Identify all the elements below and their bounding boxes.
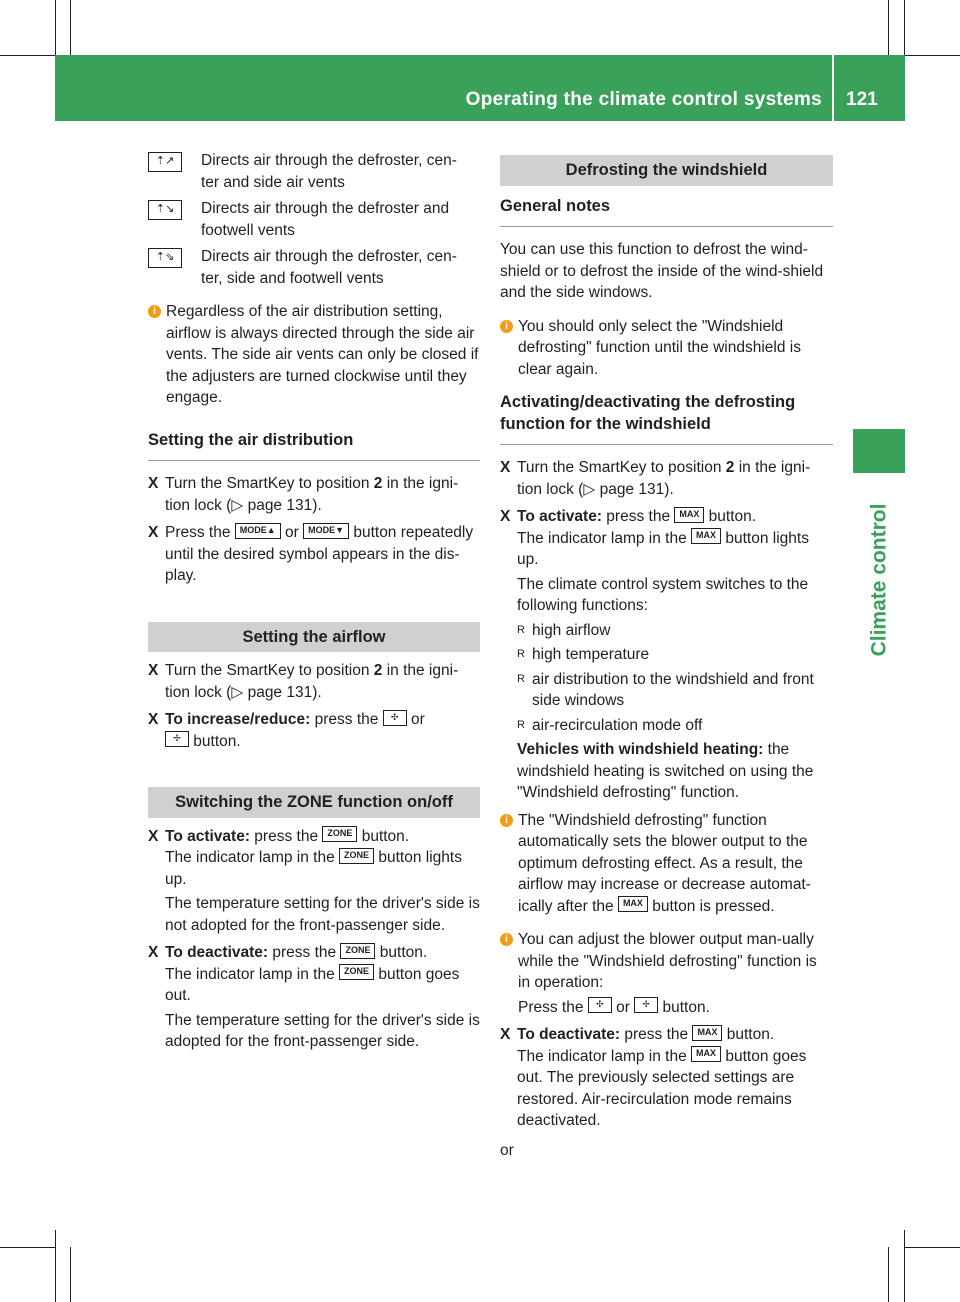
crop-mark bbox=[55, 0, 56, 55]
step-text: The climate control system switches to the following functions: bbox=[517, 575, 809, 614]
step-text: The temperature setting for the driver's side is not adopted for the front-passenger side. bbox=[165, 895, 480, 934]
paragraph: You can use this function to defrost the wind-shield or to defrost the inside of the wind-shield and the side windows. bbox=[500, 241, 824, 301]
step-text: Turn the SmartKey to position bbox=[165, 475, 374, 492]
page-ref-icon: ▷ bbox=[231, 496, 244, 514]
step-text: press the bbox=[250, 827, 323, 845]
step-marker-icon: X bbox=[500, 1026, 511, 1043]
info-note bbox=[148, 301, 480, 409]
info-text: or bbox=[611, 998, 635, 1016]
info-text: Regardless of the air distribution setting, airflow is always directed through the side air vents. The side air vents can only be closed if the adjusters are turned clockwise until they engage. bbox=[166, 303, 479, 406]
crop-mark bbox=[905, 1247, 960, 1248]
bullet-icon: R bbox=[517, 623, 525, 636]
step-label: Vehicles with windshield heating: bbox=[517, 741, 764, 758]
crop-mark bbox=[904, 1230, 905, 1302]
step-text: button repeatedly until the desired symbol appears in the dis-play. bbox=[165, 524, 474, 584]
step-text: The indicator lamp in the bbox=[165, 965, 340, 983]
zone-button-icon: ZONE bbox=[339, 964, 374, 980]
info-note bbox=[500, 316, 833, 381]
section-airflow: Setting the airflow bbox=[148, 622, 480, 653]
instruction-step bbox=[148, 473, 480, 516]
step-marker-icon: X bbox=[500, 508, 511, 525]
list-item bbox=[517, 715, 833, 737]
step-text: in the igni-tion lock ( bbox=[517, 459, 811, 498]
mode-down-button-icon: MODE▼ bbox=[303, 523, 349, 539]
instruction-step bbox=[148, 660, 480, 703]
heading-general-notes: General notes bbox=[500, 196, 833, 228]
fan-increase-icon: ✣ bbox=[588, 997, 612, 1013]
crop-mark bbox=[0, 55, 55, 56]
crop-mark bbox=[55, 1230, 56, 1302]
step-text: Turn the SmartKey to position bbox=[165, 662, 374, 679]
bullet-icon: R bbox=[517, 672, 525, 685]
step-text: in the igni-tion lock ( bbox=[165, 662, 459, 701]
fan-decrease-icon: ✢ bbox=[634, 997, 658, 1013]
step-text: press the bbox=[310, 711, 383, 728]
step-text: button. bbox=[357, 827, 410, 845]
list-item bbox=[517, 620, 833, 642]
info-icon: i bbox=[148, 305, 161, 318]
page-link[interactable]: page 131). bbox=[243, 683, 322, 701]
crop-mark bbox=[888, 0, 889, 55]
page-ref-icon: ▷ bbox=[231, 683, 244, 701]
info-text: You can adjust the blower output man-ually while the "Windshield defrosting" function is in operation: bbox=[518, 931, 817, 991]
info-text: button. bbox=[658, 998, 710, 1016]
fan-increase-icon: ✣ bbox=[383, 710, 407, 726]
symbol-row bbox=[148, 198, 480, 241]
step-text: in the igni-tion lock ( bbox=[165, 475, 459, 514]
right-column bbox=[500, 155, 833, 1161]
fan-decrease-icon: ✢ bbox=[165, 731, 189, 747]
section-zone: Switching the ZONE function on/off bbox=[148, 787, 480, 818]
step-text: The temperature setting for the driver's side is adopted for the front-passenger side. bbox=[165, 1011, 480, 1050]
symbol-description: Directs air through the defroster, cen- ter and side air vents bbox=[201, 152, 457, 191]
step-text: The indicator lamp in the bbox=[517, 1047, 692, 1065]
page-link[interactable]: page 131). bbox=[595, 480, 674, 498]
step-text: 2 bbox=[725, 459, 735, 476]
page-title: Operating the climate control systems bbox=[465, 89, 822, 110]
crop-mark bbox=[0, 1247, 55, 1248]
defrost-max-button-icon: MAX bbox=[691, 1046, 721, 1062]
list-item bbox=[517, 644, 833, 666]
step-text: press the bbox=[268, 944, 341, 961]
step-text: 2 bbox=[373, 475, 383, 492]
step-label: To increase/reduce: bbox=[165, 711, 311, 728]
defrost-max-button-icon: MAX bbox=[691, 528, 721, 544]
bullet-icon: R bbox=[517, 718, 525, 731]
step-text: Turn the SmartKey to position bbox=[517, 459, 726, 476]
heading-air-distribution: Setting the air distribution bbox=[148, 430, 480, 462]
step-text: or bbox=[280, 524, 304, 541]
instruction-step bbox=[148, 709, 480, 752]
section-defrost: Defrosting the windshield bbox=[500, 155, 833, 186]
info-text: The "Windshield defrosting" function automatically sets the blower output to the optimum defrosting effect. As a result, the airflow may increase or decrease automat-ically after the bbox=[518, 811, 811, 915]
list-item-text: air-recirculation mode off bbox=[532, 716, 703, 734]
step-text: The indicator lamp in the bbox=[165, 849, 340, 866]
info-icon: i bbox=[500, 320, 513, 333]
step-text: press the bbox=[602, 508, 675, 525]
crop-mark bbox=[70, 1247, 71, 1302]
step-marker-icon: X bbox=[148, 475, 159, 492]
page-header bbox=[55, 55, 905, 121]
list-item bbox=[517, 669, 833, 712]
list-item-text: high airflow bbox=[532, 621, 611, 639]
step-label: To activate: bbox=[165, 827, 250, 845]
info-text: button is pressed. bbox=[647, 897, 775, 915]
step-text: button. bbox=[704, 508, 757, 525]
step-marker-icon: X bbox=[500, 459, 511, 476]
step-marker-icon: X bbox=[148, 711, 159, 728]
info-note bbox=[500, 810, 833, 918]
list-item-text: high temperature bbox=[532, 646, 650, 663]
info-icon: i bbox=[500, 814, 513, 827]
step-text: press the bbox=[620, 1026, 693, 1043]
symbol-row bbox=[148, 246, 480, 289]
step-text: button. bbox=[189, 732, 241, 750]
side-tab-label: Climate control bbox=[867, 503, 891, 657]
zone-button-icon: ZONE bbox=[339, 848, 374, 864]
step-marker-icon: X bbox=[148, 524, 159, 541]
symbol-description: Directs air through the defroster and footwell vents bbox=[201, 200, 450, 239]
left-column bbox=[148, 150, 480, 1053]
instruction-step bbox=[500, 457, 833, 500]
step-label: To activate: bbox=[517, 508, 602, 525]
header-divider bbox=[832, 55, 834, 121]
zone-button-icon: ZONE bbox=[322, 826, 357, 842]
step-text: the windshield heating is switched on using the "Windshield defrosting" function. bbox=[517, 741, 814, 801]
symbol-row bbox=[148, 150, 480, 193]
air-defroster-center-side-icon: ⇡↗ bbox=[148, 152, 182, 172]
air-defroster-center-footwell-icon: ⇡⇘ bbox=[148, 248, 182, 268]
info-text: You should only select the "Windshield defrosting" function until the windshield is clear again. bbox=[518, 317, 801, 378]
symbol-description: Directs air through the defroster, cen- ter, side and footwell vents bbox=[201, 248, 457, 287]
step-marker-icon: X bbox=[148, 944, 159, 961]
step-text: button goes out. The previously selected settings are restored. Air-recirculation mode remains deactivated. bbox=[517, 1047, 807, 1129]
heading-activating: Activating/deactivating the defrosting function for the windshield bbox=[500, 392, 833, 445]
instruction-step bbox=[148, 942, 480, 1053]
instruction-step bbox=[500, 1024, 833, 1132]
crop-mark bbox=[904, 0, 905, 55]
step-label: To deactivate: bbox=[165, 944, 269, 961]
defrost-max-button-icon: MAX bbox=[692, 1025, 722, 1041]
step-text: button. bbox=[722, 1026, 775, 1043]
info-note bbox=[500, 929, 833, 1018]
crop-mark bbox=[888, 1247, 889, 1302]
zone-button-icon: ZONE bbox=[340, 943, 375, 959]
bullet-icon: R bbox=[517, 648, 525, 660]
page-link[interactable]: page 131). bbox=[243, 496, 322, 514]
side-tab-marker bbox=[853, 429, 905, 473]
instruction-step bbox=[148, 826, 480, 937]
info-icon: i bbox=[500, 933, 513, 946]
instruction-step bbox=[500, 506, 833, 804]
step-text: button. bbox=[375, 944, 428, 961]
page-number: 121 bbox=[846, 89, 878, 110]
step-text: Press the bbox=[165, 524, 235, 541]
step-text: The indicator lamp in the bbox=[517, 529, 692, 547]
or-text: or bbox=[500, 1141, 514, 1159]
step-text: button lights up. bbox=[165, 849, 462, 888]
defrost-max-button-icon: MAX bbox=[674, 507, 704, 523]
step-text: 2 bbox=[373, 662, 383, 679]
page-ref-icon: ▷ bbox=[583, 480, 596, 498]
step-marker-icon: X bbox=[148, 827, 159, 845]
info-text: Press the bbox=[518, 998, 588, 1016]
instruction-step bbox=[148, 522, 480, 587]
mode-up-button-icon: MODE▲ bbox=[235, 523, 281, 539]
list-item-text: air distribution to the windshield and front side windows bbox=[532, 670, 814, 709]
crop-mark bbox=[70, 0, 71, 55]
air-defroster-footwell-icon: ⇡↘ bbox=[148, 200, 182, 220]
crop-mark bbox=[905, 55, 960, 56]
step-marker-icon: X bbox=[148, 662, 159, 679]
step-label: To deactivate: bbox=[517, 1026, 621, 1043]
step-text: button goes out. bbox=[165, 965, 460, 1004]
step-text: button lights up. bbox=[517, 529, 809, 568]
step-text: or bbox=[406, 711, 425, 728]
defrost-max-button-icon: MAX bbox=[618, 896, 648, 912]
